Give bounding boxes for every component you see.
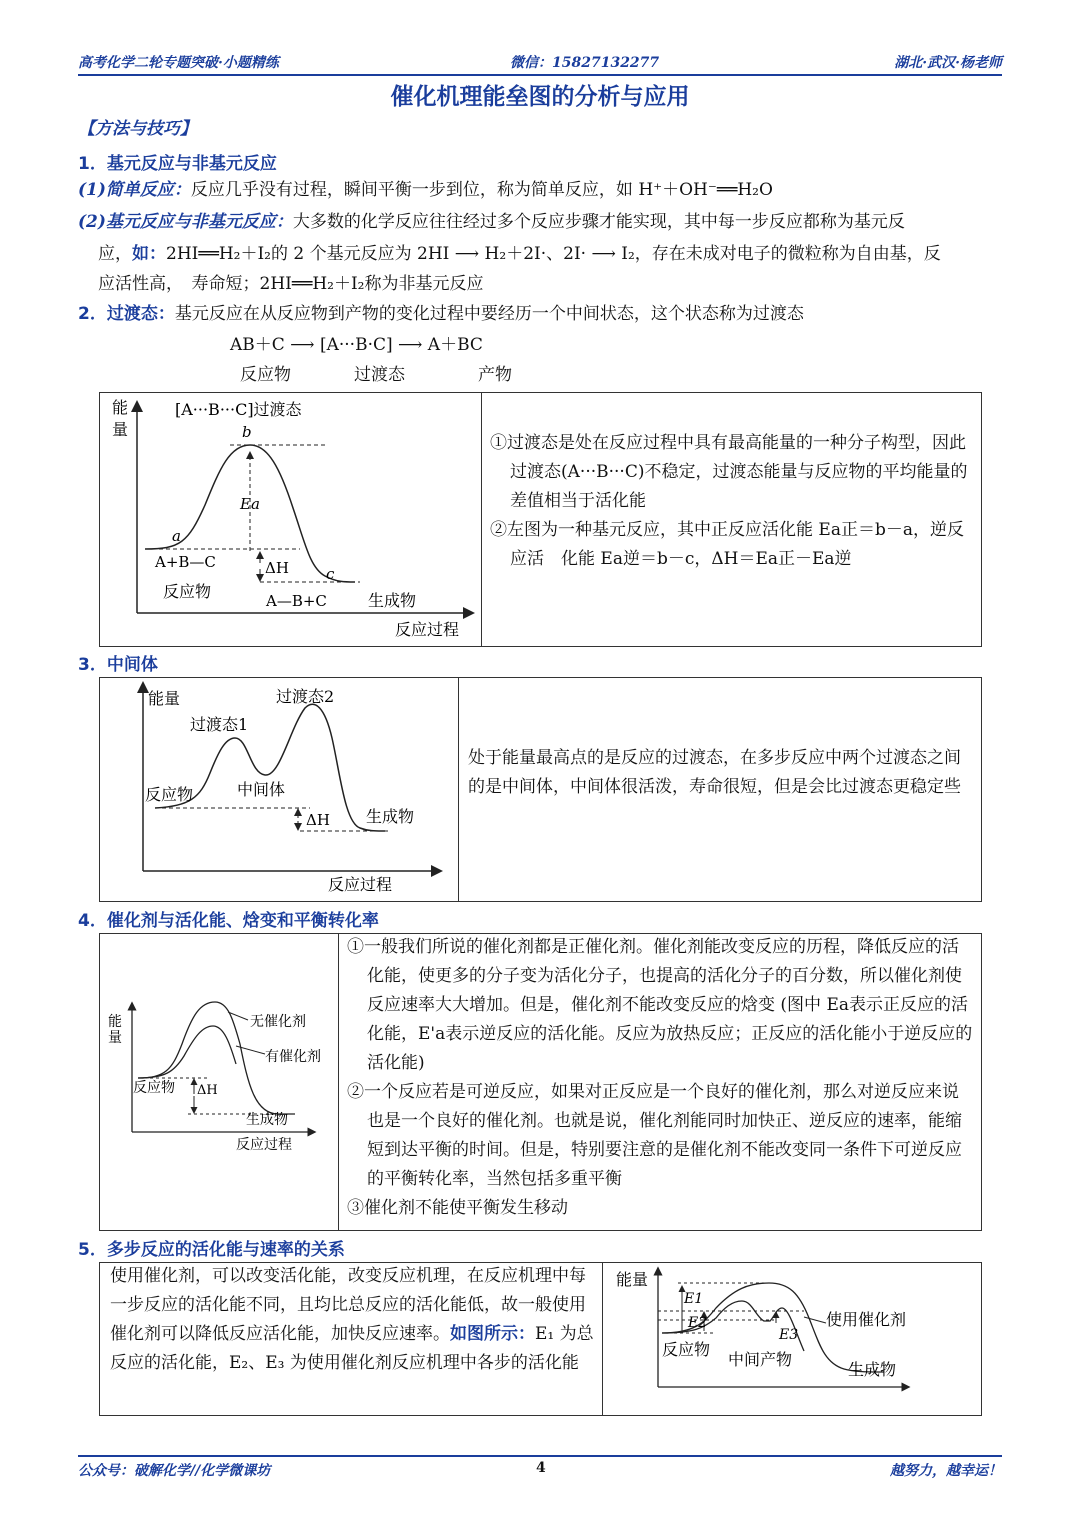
s2-reactant-label: 反应物	[163, 582, 212, 601]
s2-line	[78, 303, 804, 325]
s5-cat-label: 使用催化剂	[826, 1310, 907, 1329]
s3-ts2-label: 过渡态2	[276, 687, 335, 706]
s2-energy-diagram	[100, 393, 481, 645]
s4-energy-diagram	[100, 934, 338, 1229]
s4-y-axis-2: 量	[108, 1030, 122, 1046]
s2-text: 基元反应在从反应物到产物的变化过程中要经历一个中间状态，这个状态称为过渡态	[174, 304, 804, 324]
section-4-heading: 4．催化剂与活化能、焓变和平衡转化率	[78, 911, 379, 931]
s4-divider	[338, 934, 339, 1230]
s1-p2-label: (2)基元反应与非基元反应：	[78, 212, 293, 232]
section-2-heading: 2．过渡态：	[78, 304, 175, 324]
footer-left: 公众号：破解化学//化学微课坊	[78, 1463, 271, 1479]
header-left: 高考化学二轮专题突破·小题精练	[78, 55, 279, 71]
page-title: 催化机理能垒图的分析与应用	[390, 84, 690, 110]
s4-note-3: ③催化剂不能使平衡发生移动	[347, 1198, 568, 1218]
s3-table	[99, 677, 982, 902]
s2-notes	[490, 429, 970, 574]
footer-right: 越努力，越幸运！	[890, 1463, 1002, 1479]
s2-reactant-formula: A+B—C	[155, 553, 216, 571]
s1-p2-line1-text: 大多数的化学反应往往经过多个反应步骤才能实现，其中每一步反应都称为基元反	[292, 212, 905, 232]
s4-notes	[347, 933, 975, 1223]
s2-eq-label-reactant: 反应物	[240, 365, 291, 385]
page-number: 4	[536, 1460, 546, 1476]
s2-eq-label-ts: 过渡态	[354, 365, 405, 385]
s5-divider	[602, 1263, 603, 1415]
s1-p1-label: (1)简单反应：	[78, 180, 191, 200]
s2-divider	[481, 393, 482, 646]
section-3-heading: 3．中间体	[78, 655, 158, 675]
section-5-heading: 5．多步反应的活化能与速率的关系	[78, 1240, 345, 1260]
s3-energy-diagram	[100, 678, 458, 900]
s3-reactant-label: 反应物	[145, 785, 194, 804]
s1-p2-line2-label: 如：	[132, 244, 166, 264]
s5-example-label: 如图所示：	[450, 1324, 535, 1344]
header-center: 微信：15827132277	[510, 55, 660, 71]
s2-y-axis-1: 能	[112, 398, 129, 417]
s5-example-text: E₁ 为总反应的活化能，E₂、E₃ 为使用催化剂反应机理中各步的活化能	[110, 1324, 594, 1373]
s5-reactant-label: 反应物	[662, 1340, 711, 1359]
s4-table	[99, 933, 982, 1231]
s3-divider	[458, 678, 459, 901]
s1-p1	[78, 179, 773, 201]
s2-peak-label: [A···B···C]过渡态	[175, 400, 302, 419]
s2-product-label: 生成物	[368, 591, 417, 610]
s2-ea-label: Ea	[240, 495, 260, 513]
page-footer	[78, 1455, 1002, 1481]
s4-dh-label: ΔH	[197, 1083, 218, 1098]
s1-p2-line1	[78, 211, 905, 233]
s3-ts1-label: 过渡态1	[190, 715, 249, 734]
s5-e2-label: E2	[688, 1315, 708, 1331]
s2-product-formula: A—B+C	[266, 592, 327, 610]
page-header	[78, 52, 1002, 76]
s5-energy-diagram	[604, 1263, 982, 1414]
s3-note: 处于能量最高点的是反应的过渡态，在多步反应中两个过渡态之间的是中间体，中间体很活泼，寿命很短，但是会比过渡态更稳定些	[468, 748, 961, 797]
s2-note-1: ①过渡态是处在反应过程中具有最高能量的一种分子构型，因此过渡态(A···B···C)不稳定，过渡态能量与反应物的平均能量的差值相当于活化能	[490, 433, 968, 511]
s2-y-axis-2: 量	[112, 420, 129, 439]
s2-table	[99, 392, 982, 647]
header-right: 湖北·武汉·杨老师	[894, 55, 1002, 71]
s4-note-1: ①一般我们所说的催化剂都是正催化剂。催化剂能改变反应的历程，降低反应的活化能，使更多的分子变为活化分子，也提高的活化分子的百分数，所以催化剂使反应速率大大增加。但是，催化剂不能改变反应的焓变 (图中 Ea表示正反应的活化能，E'a表示逆反应的活化能。反应为放热反应；正反应的活化能小于逆反应的活化能)	[347, 937, 973, 1073]
method-label: 【方法与技巧】	[78, 119, 197, 139]
s3-y-axis: 能量	[148, 689, 181, 708]
section-1-heading: 1．基元反应与非基元反应	[78, 154, 277, 174]
s5-e1-label: E1	[684, 1291, 704, 1307]
s1-p2-line2-b: 2HI══H₂＋I₂的 2 个基元反应为 2HI ⟶ H₂＋2I·、2I· ⟶ I₂，存在未成对电子的微粒称为自由基，反	[166, 244, 941, 264]
s2-note-2: ②左图为一种基元反应，其中正反应活化能 Ea正＝b－a，逆反应活 化能 Ea逆＝b－c，ΔH＝Ea正－Ea逆	[490, 520, 964, 569]
s4-cat-label: 有催化剂	[265, 1049, 321, 1065]
s1-p2-line3: 应活性高， 寿命短；2HI══H₂＋I₂称为非基元反应	[98, 274, 484, 294]
s2-c-label: c	[326, 565, 335, 583]
s4-product-label: 生成物	[246, 1112, 288, 1128]
s3-x-axis: 反应过程	[328, 875, 393, 894]
s2-b-label: b	[242, 423, 252, 441]
s4-y-axis-1: 能	[108, 1014, 122, 1030]
s2-x-axis: 反应过程	[395, 620, 460, 639]
s5-table	[99, 1262, 982, 1416]
s4-uncat-label: 无催化剂	[250, 1014, 306, 1030]
s5-text-cell	[110, 1262, 594, 1378]
s5-text: 使用催化剂，可以改变活化能，改变反应机理，在反应机理中每一步反应的活化能不同，且均比总反应的活化能低，故一般使用催化剂可以降低反应活化能，加快反应速率。	[110, 1266, 586, 1344]
s1-p1-text: 反应几乎没有过程，瞬间平衡一步到位，称为简单反应，如 H⁺＋OH⁻══H₂O	[190, 180, 773, 200]
s4-reactant-label: 反应物	[133, 1080, 175, 1096]
s5-e3-label: E3	[779, 1327, 799, 1343]
s1-p2-line2	[98, 243, 941, 265]
s2-equation: AB＋C ⟶ [A···B·C] ⟶ A＋BC	[230, 335, 483, 355]
s5-intermediate-label: 中间产物	[728, 1350, 793, 1369]
s5-y-axis: 能量	[616, 1270, 649, 1289]
s2-a-label: a	[172, 527, 181, 545]
s4-note-2: ②一个反应若是可逆反应，如果对正反应是一个良好的催化剂，那么对逆反应来说也是一个良好的催化剂。也就是说，催化剂能同时加快正、逆反应的速率，能缩短到达平衡的时间。但是，特别要注意的是催化剂不能改变同一条件下可逆反应的平衡转化率，当然包括多重平衡	[347, 1082, 962, 1189]
s2-dh-label: ΔH	[265, 559, 289, 577]
s3-dh-label: ΔH	[306, 811, 330, 829]
s2-eq-label-product: 产物	[478, 365, 512, 385]
s5-product-label: 生成物	[848, 1360, 897, 1379]
s1-p2-line2-a: 应，	[98, 244, 132, 264]
s3-product-label: 生成物	[366, 807, 415, 826]
s3-intermediate-label: 中间体	[237, 780, 286, 799]
s4-x-axis: 反应过程	[236, 1137, 292, 1153]
